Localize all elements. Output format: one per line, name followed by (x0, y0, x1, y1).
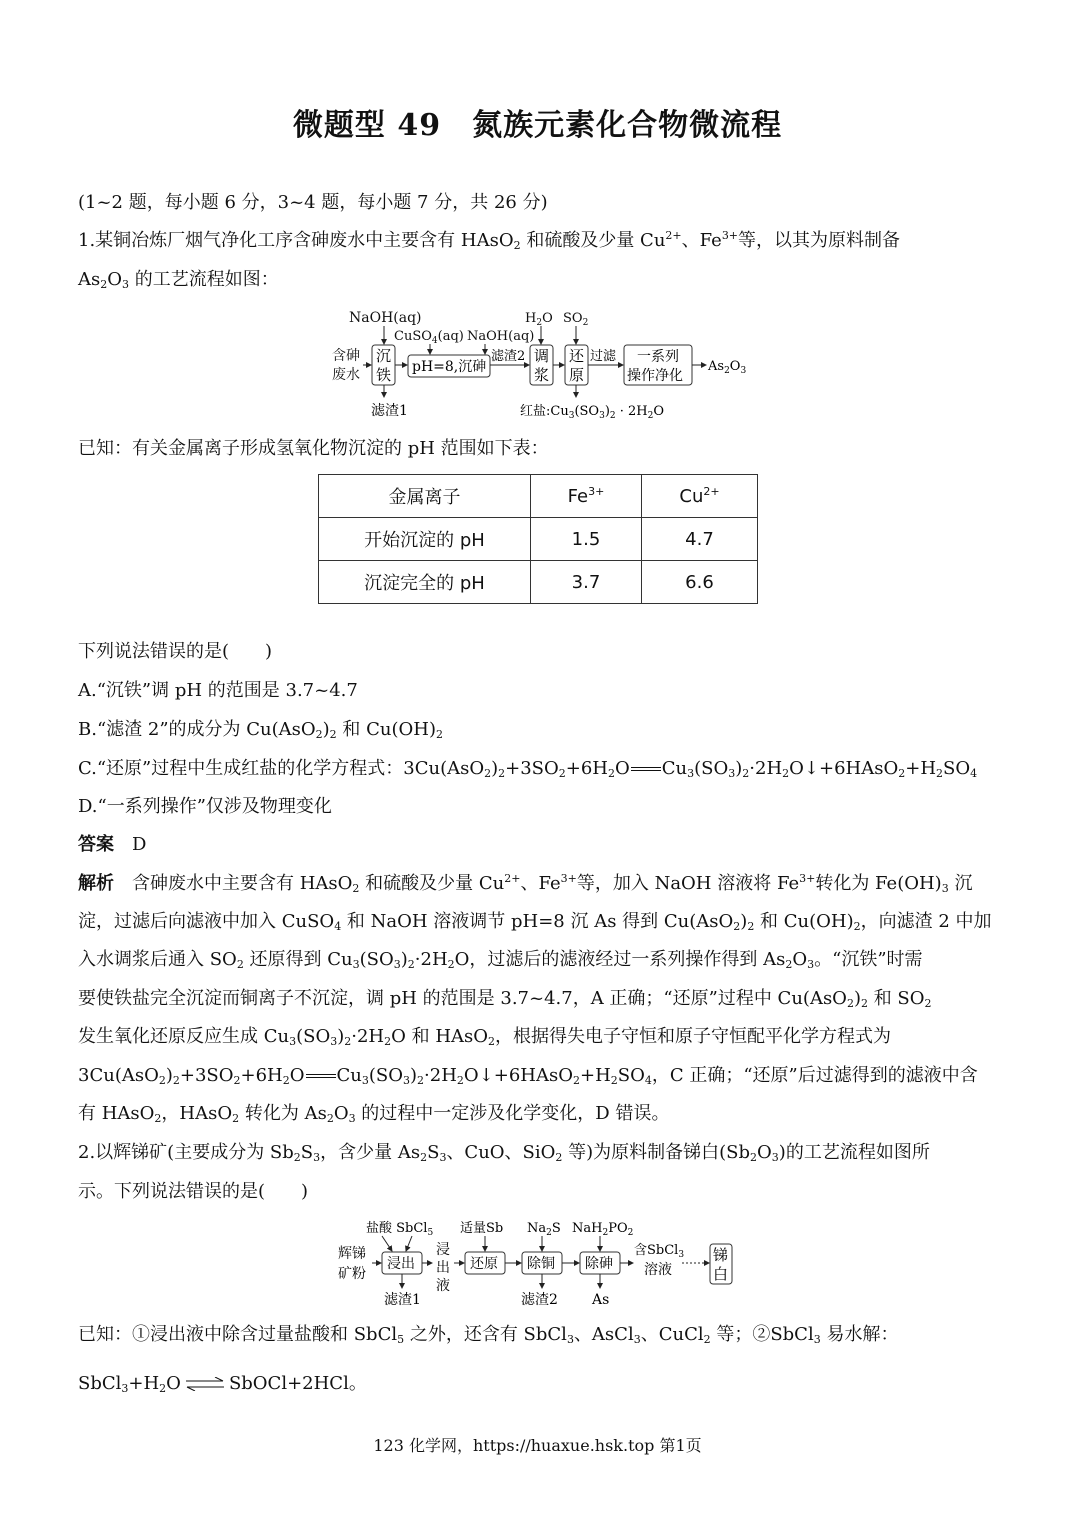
q2-leach-label-3: 液 (436, 1278, 450, 1294)
q1-analysis-line5: 发生氧化还原反应生成 $Cu_3(SO_3)_2\cdot 2H_2O$ 和 HAsO$_2$，根据得失电子守恒和原子守恒配平化学方程式为 (78, 1026, 892, 1048)
table-row (319, 561, 758, 604)
table-cell: 3.7 (531, 561, 642, 604)
q2-reagent2-label: 适量Sb (460, 1221, 504, 1236)
q1-ph-table (318, 474, 758, 604)
q2-box2-text: 还原 (470, 1256, 498, 1272)
table-cell: 开始沉淀的 pH (319, 518, 531, 561)
table-cell: 4.7 (642, 518, 758, 561)
q1-box4-text-2: 原 (569, 366, 585, 384)
q2-known-line1: 已知：①浸出液中除含过量盐酸和 SbCl$_5$ 之外，还含有 SbCl$_3$、AsCl$_3$、CuCl$_2$ 等；②SbCl$_3$ 易水解： (78, 1324, 899, 1346)
q2-leach-label-1: 浸 (436, 1242, 450, 1258)
q2-residue2-label: 滤渣2 (521, 1292, 558, 1308)
q1-cuso4-label: CuSO$_4$(aq) (394, 329, 464, 346)
q1-feed-label-1: 含砷 (332, 348, 360, 364)
q2-box4-text: 除砷 (585, 1256, 613, 1272)
q1-answer: 答案 D (78, 834, 147, 855)
q1-stem-line1: 1.某铜冶炼厂烟气净化工序含砷废水中主要含有 HAsO$_2$ 和硫酸及少量 $Cu^{2+}$、$Fe^{3+}$等，以其为原料制备 (78, 229, 901, 252)
q1-box3-text-1: 调 (534, 347, 550, 365)
q2-process-flow-diagram (334, 1214, 744, 1312)
q2-solution-label-2: 溶液 (644, 1262, 672, 1278)
q2-product-text-1: 锑 (713, 1246, 729, 1264)
q1-question: 下列说法错误的是( ) (78, 641, 273, 662)
q2-product-text-2: 白 (713, 1265, 729, 1283)
q1-stem-line2: $As_2O_3$ 的工艺流程如图： (78, 269, 279, 291)
q1-box1-text-1: 沉 (376, 347, 392, 365)
table-cell: 1.5 (531, 518, 642, 561)
q1-box2-text: pH=8,沉砷 (412, 359, 487, 375)
page-title: 微题型 49 氮族元素化合物微流程 (292, 108, 783, 143)
q1-analysis-line4: 要使铁盐完全沉淀而铜离子不沉淀，调 pH 的范围是 3.7~4.7，A 正确；“还原”过程中 $Cu(AsO_2)_2$ 和 $SO_2$ (78, 988, 932, 1010)
q2-known-equation: $SbCl_3+H_2O$ SbOCl+2HCl。 (78, 1373, 367, 1395)
q2-stem-line1: 2.以辉锑矿(主要成分为 $Sb_2S_3$，含少量 $As_2S_3$、CuO、SiO$_2$ 等)为原料制备锑白$(Sb_2O_3)$的工艺流程如图所 (78, 1142, 930, 1164)
table-header-cell: $Cu^{2+}$ (642, 475, 758, 518)
reversible-arrow-icon (185, 1377, 225, 1391)
q2-box3-text: 除铜 (527, 1256, 555, 1272)
q1-box5-text-2: 操作净化 (627, 368, 683, 384)
q1-box3-text-2: 浆 (534, 366, 550, 384)
page-footer: 123 化学网，https://huaxue.hsk.top 第1页 (373, 1436, 702, 1455)
q1-naoh2-label: NaOH(aq) (467, 329, 535, 344)
table-cell: 沉淀完全的 pH (319, 561, 531, 604)
q1-product-label: $As_2O_3$ (708, 359, 747, 376)
q1-naoh1-label: NaOH(aq) (349, 310, 422, 326)
table-header-cell: 金属离子 (319, 475, 531, 518)
table-header-row (319, 475, 758, 518)
q2-residue3-label: As (592, 1292, 610, 1308)
q1-analysis-line2: 淀，过滤后向滤液中加入 CuSO$_4$ 和 NaOH 溶液调节 pH=8 沉 As 得到 $Cu(AsO_2)_2$ 和 $Cu(OH)_2$，向滤渣 2 中加 (78, 911, 992, 933)
q1-analysis-line1: 解析 含砷废水中主要含有 HAsO$_2$ 和硫酸及少量 $Cu^{2+}$、$Fe^{3+}$等，加入 NaOH 溶液将 $Fe^{3+}$转化为 $Fe(OH)_3$ 沉 (78, 872, 973, 895)
q2-solution-label-1: 含SbCl$_3$ (634, 1243, 685, 1260)
q1-box5-text-1: 一系列 (637, 349, 679, 365)
q2-reagent1-label: 盐酸 SbCl$_5$ (366, 1221, 434, 1238)
q1-analysis-line6: $3Cu(AsO_2)_2+3SO_2+6H_2O$ $Cu_3(SO_3)_2\cdot 2H_2O↓+6HAsO_2+H_2SO_4$，C 正确；“还原”后过滤得到的滤液中含 (78, 1065, 978, 1087)
q1-analysis-line3: 入水调浆后通入 $SO_2$ 还原得到 $Cu_3(SO_3)_2\cdot 2H_2O$，过滤后的滤液经过一系列操作得到 $As_2O_3$。“沉铁”时需 (78, 949, 923, 971)
q1-filtrate2-label: 滤渣2 (491, 349, 526, 364)
table-cell: 6.6 (642, 561, 758, 604)
q1-box4-text-1: 还 (569, 347, 585, 365)
q1-red-salt-label: 红盐$:Cu_3(SO_3)_2 \cdot 2H_2O$ (520, 404, 665, 421)
q1-option-d: D.“一系列操作”仅涉及物理变化 (78, 796, 332, 817)
q1-analysis-line7: 有 HAsO$_2$，HAsO$_2$ 转化为 $As_2O_3$ 的过程中一定涉及化学变化，D 错误。 (78, 1103, 670, 1125)
q2-leach-label-2: 出 (436, 1260, 450, 1276)
q1-filter-label: 过滤 (590, 349, 617, 364)
q1-so2-label: $SO_2$ (563, 311, 589, 328)
table-row (319, 518, 758, 561)
q2-residue1-label: 滤渣1 (384, 1292, 421, 1308)
q1-option-a: A.“沉铁”调 pH 的范围是 3.7~4.7 (78, 680, 358, 701)
q1-process-flow-diagram (325, 302, 755, 424)
q1-known-text: 已知：有关金属离子形成氢氧化物沉淀的 pH 范围如下表： (78, 438, 549, 459)
q1-option-c: C.“还原”过程中生成红盐的化学方程式：$3Cu(AsO_2)_2+3SO_2+6H_2O$ $Cu_3(SO_3)_2\cdot 2H_2O↓+6HAsO_2+H_2SO_4$ (78, 758, 978, 780)
q2-reagent4-label: $NaH_2PO_2$ (572, 1221, 634, 1238)
q1-feed-label-2: 废水 (332, 367, 360, 383)
q1-option-b: B.“滤渣 2”的成分为 $Cu(AsO_2)_2$ 和 $Cu(OH)_2$ (78, 719, 443, 741)
q2-box1-text: 浸出 (387, 1256, 415, 1272)
q1-box1-text-2: 铁 (376, 366, 392, 384)
score-intro: (1~2 题，每小题 6 分，3~4 题，每小题 7 分，共 26 分) (78, 192, 548, 213)
q2-reagent3-label: $Na_2S$ (527, 1221, 561, 1238)
q1-residue1-label: 滤渣1 (371, 403, 408, 419)
q1-h2o-label: $H_2O$ (525, 311, 553, 328)
q2-feed-label-1: 辉锑 (338, 1246, 366, 1262)
q2-stem-line2: 示。下列说法错误的是( ) (78, 1181, 309, 1202)
table-header-cell: $Fe^{3+}$ (531, 475, 642, 518)
q2-feed-label-2: 矿粉 (338, 1266, 366, 1282)
